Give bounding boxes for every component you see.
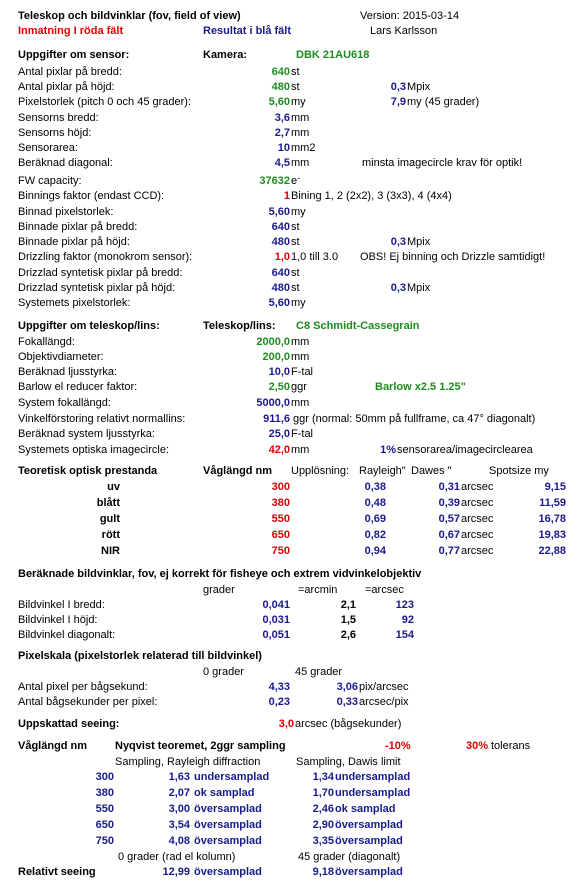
sheet-title: Teleskop och bildvinklar (fov, field of view) (18, 10, 241, 22)
pix-per-arcsec-label: Antal pixel per bågsekund: (18, 681, 148, 693)
sysfratio-label: Beräknad system ljusstyrka: (18, 428, 155, 440)
dawes-status: översamplad (335, 819, 403, 831)
seeing-label: Uppskattad seeing: (18, 718, 120, 730)
col-dawes: Dawes " (411, 465, 452, 477)
imagecircle-label: Systemets optiska imagecircle: (18, 444, 169, 456)
dawes-unit: arcsec (461, 481, 494, 493)
binning-note: Bining 1, 2 (2x2), 3 (3x3), 4 (4x4) (291, 190, 452, 202)
sensor-height-label: Sensorns höjd: (18, 127, 92, 139)
dawes-status: ok samplad (335, 803, 396, 815)
seeing-input[interactable]: 3,0 (278, 718, 294, 730)
aperture-unit: mm (291, 351, 310, 363)
scale-heading: Pixelskala (pixelstorlek relaterad till bildvinkel) (18, 650, 262, 662)
imagecircle-unit: mm (291, 444, 310, 456)
drizzle-input[interactable]: 1,0 (274, 251, 290, 263)
barlow-label: Barlow el reducer faktor: (18, 381, 138, 393)
wavelength-input[interactable]: 380 (271, 497, 290, 509)
fov-arcmin-value: 1,5 (340, 614, 356, 626)
dawes-status: undersamplad (335, 771, 411, 783)
magn-note: ggr (normal: 50mm på fullframe, ca 47° diagonalt) (293, 413, 536, 425)
fw-label: FW capacity: (18, 175, 82, 187)
focal-value[interactable]: 2000,0 (256, 336, 290, 348)
dawes-unit: arcsec (461, 529, 494, 541)
mpix-value: 0,3 (390, 81, 406, 93)
fov-arcsec-value: 92 (401, 614, 414, 626)
relative-seeing-45: 9,18 (312, 866, 334, 878)
area-pct-value: 1% (380, 444, 396, 456)
band-label: uv (107, 481, 120, 493)
drizzle-mpix-value: 0,3 (390, 282, 406, 294)
fov-col-arcsec: =arcsec (365, 584, 404, 596)
dawes-sampling: 2,90 (312, 819, 334, 831)
author-name: Lars Karlsson (370, 25, 438, 37)
pixel-size-45-value: 7,9 (390, 96, 406, 108)
dawes-status: översamplad (335, 835, 403, 847)
foot-0: 0 grader (rad el kolumn) (118, 851, 236, 863)
sub-rayleigh: Sampling, Rayleigh diffraction (115, 756, 261, 768)
arcsec-per-pix-45: 0,33 (336, 696, 358, 708)
rayleigh-sampling: 1,63 (168, 771, 190, 783)
barlow-value[interactable]: 2,50 (268, 381, 290, 393)
fov-arcmin-value: 2,1 (340, 599, 356, 611)
relative-seeing-0: 12,99 (162, 866, 190, 878)
arcsec-per-pix-unit: arcsec/pix (359, 696, 409, 708)
nyquist-wavelength: 380 (95, 787, 114, 799)
drizzle-range: 1,0 till 3.0 (291, 251, 339, 263)
fov-col-arcmin: =arcmin (298, 584, 338, 596)
rayleigh-status: översamplad (194, 835, 262, 847)
sub-dawes: Sampling, Dawis limit (296, 756, 401, 768)
binned-height-unit: st (291, 236, 300, 248)
band-label: NIR (101, 545, 120, 557)
aperture-label: Objektivdiameter: (18, 351, 104, 363)
sensor-height-value: 2,7 (274, 127, 290, 139)
nyquist-col-wavelength: Våglängd nm (18, 740, 88, 752)
fov-heading: Beräknade bildvinklar, fov, ej korrekt för fisheye och extrem vidvinkelobjektiv (18, 568, 422, 580)
height-px-value[interactable]: 480 (271, 81, 290, 93)
col-spot: Spotsize my (489, 465, 549, 477)
diagonal-label: Beräknad diagonal: (18, 157, 113, 169)
tolerance-label: tolerans (491, 740, 531, 752)
fov-arcmin-value: 2,6 (340, 629, 356, 641)
fov-row-label: Bildvinkel I höjd: (18, 614, 98, 626)
drizzle-width-unit: st (291, 267, 300, 279)
binned-pixel-label: Binnad pixelstorlek: (18, 206, 114, 218)
tolerance-high-input[interactable]: 30% (466, 740, 489, 752)
fov-deg-value: 0,041 (262, 599, 290, 611)
spot-value: 9,15 (544, 481, 566, 493)
dawes-sampling: 1,34 (312, 771, 334, 783)
foot-45: 45 grader (diagonalt) (298, 851, 401, 863)
area-pct-note: sensorarea/imagecirclearea (397, 444, 533, 456)
fov-row-label: Bildvinkel diagonalt: (18, 629, 116, 641)
fw-value[interactable]: 37632 (259, 175, 290, 187)
spot-value: 22,88 (538, 545, 566, 557)
wavelength-input[interactable]: 750 (271, 545, 290, 557)
barlow-unit: ggr (291, 381, 307, 393)
col-rayleigh: Rayleigh" (359, 465, 406, 477)
fov-deg-value: 0,051 (262, 629, 290, 641)
drizzle-height-unit: st (291, 282, 300, 294)
wavelength-input[interactable]: 300 (271, 481, 290, 493)
sensor-area-label: Sensorarea: (18, 142, 78, 154)
pix-per-arcsec-45: 3,06 (336, 681, 358, 693)
relative-seeing-45-status: översamplad (335, 866, 403, 878)
relative-seeing-0-status: översamplad (194, 866, 262, 878)
nyquist-heading: Nyqvist teoremet, 2ggr sampling (115, 740, 286, 752)
rayleigh-value: 0,48 (364, 497, 386, 509)
scale-col-45: 45 grader (295, 666, 343, 678)
system-pixel-label: Systemets pixelstorlek: (18, 297, 131, 309)
binned-width-label: Binnade pixlar på bredd: (18, 221, 138, 233)
nyquist-wavelength: 750 (95, 835, 114, 847)
width-px-unit: st (291, 66, 300, 78)
pixel-size-value[interactable]: 5,60 (268, 96, 290, 108)
rayleigh-sampling: 3,00 (168, 803, 190, 815)
col-wavelength: Våglängd nm (203, 465, 273, 477)
dawes-value: 0,31 (438, 481, 460, 493)
binned-pixel-unit: my (291, 206, 306, 218)
dawes-sampling: 3,35 (312, 835, 334, 847)
dawes-value: 0,77 (438, 545, 460, 557)
sensor-area-unit: mm2 (291, 142, 316, 154)
binned-height-value: 480 (271, 236, 290, 248)
fov-arcsec-value: 123 (395, 599, 414, 611)
spot-value: 11,59 (539, 497, 566, 509)
wavelength-input[interactable]: 650 (271, 529, 290, 541)
sensor-width-label: Sensorns bredd: (18, 112, 99, 124)
rayleigh-status: undersamplad (194, 771, 270, 783)
arcsec-per-pix-label: Antal bågsekunder per pixel: (18, 696, 158, 708)
optical-heading: Teoretisk optisk prestanda (18, 465, 158, 477)
system-pixel-unit: my (291, 297, 306, 309)
drizzle-width-value: 640 (271, 267, 290, 279)
dawes-sampling: 1,70 (312, 787, 334, 799)
rayleigh-sampling: 2,07 (168, 787, 190, 799)
sysfocal-label: System fokallängd: (18, 397, 111, 409)
sysfratio-unit: F-tal (291, 428, 313, 440)
width-px-value[interactable]: 640 (271, 66, 290, 78)
fov-row-label: Bildvinkel I bredd: (18, 599, 105, 611)
dawes-sampling: 2,46 (312, 803, 334, 815)
diagonal-value: 4,5 (274, 157, 290, 169)
diagonal-note: minsta imagecircle krav för optik! (362, 157, 523, 169)
band-label: blått (96, 497, 120, 509)
scale-col-0: 0 grader (203, 666, 244, 678)
telescope-heading: Uppgifter om teleskop/lins: (18, 320, 160, 332)
fratio-unit: F-tal (291, 366, 313, 378)
focal-label: Fokallängd: (18, 336, 75, 348)
telescope-label: Teleskop/lins: (203, 320, 276, 332)
system-pixel-value: 5,60 (268, 297, 290, 309)
diagonal-unit: mm (291, 157, 310, 169)
drizzle-mpix-unit: Mpix (407, 282, 431, 294)
sensor-height-unit: mm (291, 127, 310, 139)
band-label: rött (101, 529, 120, 541)
magn-label: Vinkelförstoring relativt normallins: (18, 413, 186, 425)
band-label: gult (99, 513, 120, 525)
dawes-unit: arcsec (461, 497, 494, 509)
version-text: Version: 2015-03-14 (360, 10, 460, 22)
wavelength-input[interactable]: 550 (271, 513, 290, 525)
width-px-label: Antal pixlar på bredd: (18, 66, 122, 78)
binned-mpix-value: 0,3 (390, 236, 406, 248)
binning-label: Binnings faktor (endast CCD): (18, 190, 165, 202)
pix-per-arcsec-unit: pix/arcsec (359, 681, 409, 693)
drizzle-note: OBS! Ej binning och Drizzle samtidigt! (360, 251, 546, 263)
relative-seeing-label: Relativt seeing (18, 866, 96, 878)
fov-arcsec-value: 154 (395, 629, 414, 641)
binning-input[interactable]: 1 (283, 190, 290, 202)
tolerance-low-input[interactable]: -10% (385, 740, 411, 752)
binned-pixel-value: 5,60 (268, 206, 290, 218)
height-px-label: Antal pixlar på höjd: (18, 81, 115, 93)
imagecircle-input[interactable]: 42,0 (268, 444, 290, 456)
drizzle-label: Drizzling faktor (monokrom sensor): (18, 251, 193, 263)
rayleigh-value: 0,94 (364, 545, 386, 557)
dawes-status: undersamplad (335, 787, 411, 799)
sensor-width-value: 3,6 (274, 112, 290, 124)
binned-width-unit: st (291, 221, 300, 233)
fov-col-deg: grader (203, 584, 235, 596)
nyquist-wavelength: 300 (95, 771, 114, 783)
sensor-heading: Uppgifter om sensor: (18, 49, 130, 61)
pixel-size-45-unit: my (45 grader) (407, 96, 480, 108)
rayleigh-sampling: 3,54 (168, 819, 190, 831)
sysfocal-unit: mm (291, 397, 310, 409)
binned-height-label: Binnade pixlar på höjd: (18, 236, 130, 248)
drizzle-height-label: Drizzlad syntetisk pixlar på höjd: (18, 282, 176, 294)
fratio-value: 10,0 (268, 366, 290, 378)
dawes-value: 0,67 (438, 529, 460, 541)
dawes-value: 0,57 (438, 513, 460, 525)
drizzle-width-label: Drizzlad syntetisk pixlar på bredd: (18, 267, 183, 279)
mpix-unit: Mpix (407, 81, 431, 93)
rayleigh-value: 0,82 (364, 529, 386, 541)
sensor-area-value: 10 (277, 142, 290, 154)
spot-value: 16,78 (538, 513, 566, 525)
telescope-value[interactable]: C8 Schmidt-Cassegrain (296, 320, 420, 332)
dawes-value: 0,39 (438, 497, 460, 509)
dawes-unit: arcsec (461, 545, 494, 557)
sysfocal-value: 5000,0 (256, 397, 290, 409)
fw-unit: e- (291, 173, 301, 187)
camera-label: Kamera: (203, 49, 248, 61)
seeing-unit: arcsec (bågsekunder) (295, 718, 402, 730)
rayleigh-value: 0,38 (364, 481, 386, 493)
spot-value: 19,83 (538, 529, 566, 541)
fov-deg-value: 0,031 (262, 614, 290, 626)
drizzle-height-value: 480 (271, 282, 290, 294)
pixel-size-unit: my (291, 96, 306, 108)
dawes-unit: arcsec (461, 513, 494, 525)
pix-per-arcsec-0: 4,33 (268, 681, 290, 693)
rayleigh-sampling: 4,08 (168, 835, 190, 847)
rayleigh-status: översamplad (194, 819, 262, 831)
col-resolution: Upplösning: (291, 465, 350, 477)
rayleigh-status: ok samplad (194, 787, 255, 799)
nyquist-wavelength: 650 (95, 819, 114, 831)
result-note: Resultat i blå fält (203, 25, 292, 37)
rayleigh-value: 0,69 (364, 513, 386, 525)
arcsec-per-pix-0: 0,23 (268, 696, 290, 708)
binned-mpix-unit: Mpix (407, 236, 431, 248)
aperture-value[interactable]: 200,0 (262, 351, 290, 363)
rayleigh-status: översamplad (194, 803, 262, 815)
sensor-width-unit: mm (291, 112, 310, 124)
sysfratio-value: 25,0 (268, 428, 290, 440)
barlow-note[interactable]: Barlow x2.5 1.25" (375, 381, 466, 393)
focal-unit: mm (291, 336, 310, 348)
input-note: Inmatning I röda fält (18, 25, 124, 37)
height-px-unit: st (291, 81, 300, 93)
nyquist-wavelength: 550 (95, 803, 114, 815)
fratio-label: Beräknad ljusstyrka: (18, 366, 118, 378)
pixel-size-label: Pixelstorlek (pitch 0 och 45 grader): (18, 96, 192, 108)
binned-width-value: 640 (271, 221, 290, 233)
camera-value[interactable]: DBK 21AU618 (296, 49, 370, 61)
magn-value: 911,6 (263, 413, 290, 425)
